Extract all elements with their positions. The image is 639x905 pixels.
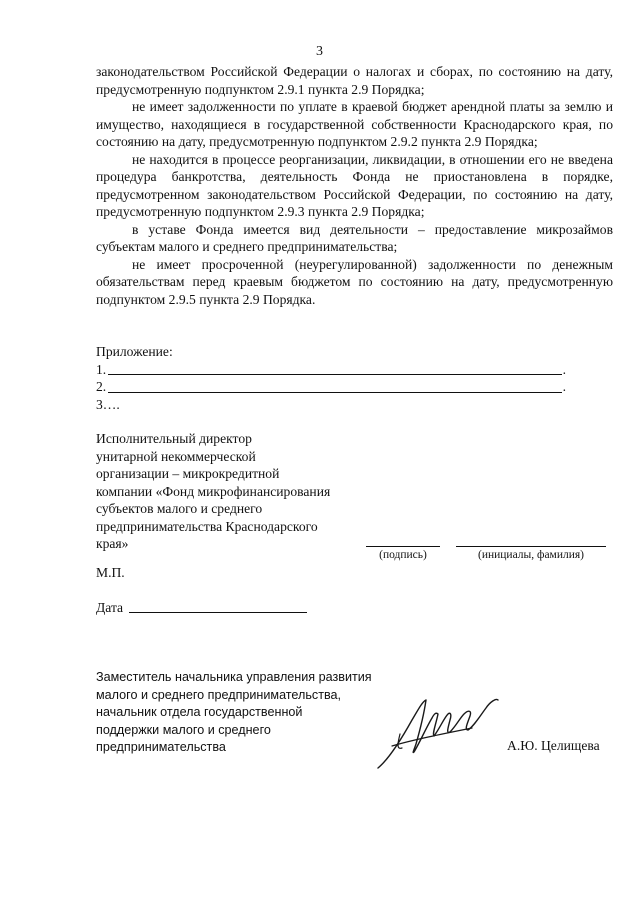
deputy-name: А.Ю. Целищева xyxy=(507,738,600,753)
date-field xyxy=(96,600,307,616)
appendix-fill-line xyxy=(108,362,561,375)
director-line: Исполнительный директор xyxy=(96,431,252,446)
appendix-item: 3…. xyxy=(96,396,120,412)
appendix-item-end: . xyxy=(562,379,566,394)
deputy-line: малого и среднего предпринимательства, xyxy=(96,687,342,702)
director-line: края» xyxy=(96,536,129,551)
director-title xyxy=(96,430,366,553)
appendix-title: Приложение: xyxy=(96,344,173,359)
page-number: 3 xyxy=(316,44,323,59)
deputy-line: предпринимательства xyxy=(96,740,226,754)
deputy-line: начальник отдела государственной xyxy=(96,705,303,719)
paragraph: законодательством Российской Федерации о налогах и сборах, по состоянию на дату, предусмотренную подпунктом 2.9.1 пункта 2.9 Порядка; xyxy=(96,64,613,97)
date-label: Дата xyxy=(96,600,124,615)
stamp-label: М.П. xyxy=(96,565,125,580)
deputy-line: поддержки малого и среднего xyxy=(96,722,271,737)
director-line: унитарной некоммерческой xyxy=(96,448,256,464)
appendix-item-number: 2. xyxy=(96,379,107,394)
appendix-list xyxy=(96,343,566,413)
requirements-text xyxy=(96,63,613,308)
appendix-item xyxy=(96,361,566,379)
paragraph: не имеет просроченной (неурегулированной) задолженности по денежным обязательствам перед краевым бюджетом по состоянию на дату, предусмотренную подпунктом 2.9.5 пункта 2.9 Порядка. xyxy=(96,256,613,307)
appendix-item-number: 1. xyxy=(96,361,107,377)
director-line: компании «Фонд микрофинансирования xyxy=(96,483,331,499)
signature-line xyxy=(366,546,440,547)
paragraph: не имеет задолженности по уплате в краевой бюджет арендной платы за землю и имущество, находящиеся в государственной собственности Краснодарского края, по состоянию на дату, предусмотренную подпунктом 2.9.2 пункта 2.9 Порядка; xyxy=(96,99,613,149)
signature-caption: (подпись) xyxy=(379,549,427,561)
director-line: субъектов малого и среднего xyxy=(96,501,263,516)
deputy-line: Заместитель начальника управления развития xyxy=(96,670,372,684)
appendix-item xyxy=(96,378,566,396)
paragraph: не находится в процессе реорганизации, ликвидации, в отношении его не введена процедура банкротства, деятельность Фонда не приостановлена в порядке, предусмотренном законодательством Российской Федерации, по состоянию на дату, предусмотренную подпунктом 2.9.3 пункта 2.9 Порядка; xyxy=(96,151,613,219)
director-line: предпринимательства Краснодарского xyxy=(96,518,318,534)
director-line: организации – микрокредитной xyxy=(96,466,280,481)
appendix-item-end: . xyxy=(562,361,566,377)
handwritten-signature xyxy=(372,688,502,773)
date-fill-line xyxy=(129,600,307,613)
name-line xyxy=(456,546,606,547)
paragraph: в уставе Фонда имеется вид деятельности – предоставление микрозаймов субъектам малого и среднего предпринимательства; xyxy=(96,221,613,254)
name-caption: (инициалы, фамилия) xyxy=(477,549,585,561)
appendix-fill-line xyxy=(108,380,561,393)
deputy-title xyxy=(96,669,396,757)
